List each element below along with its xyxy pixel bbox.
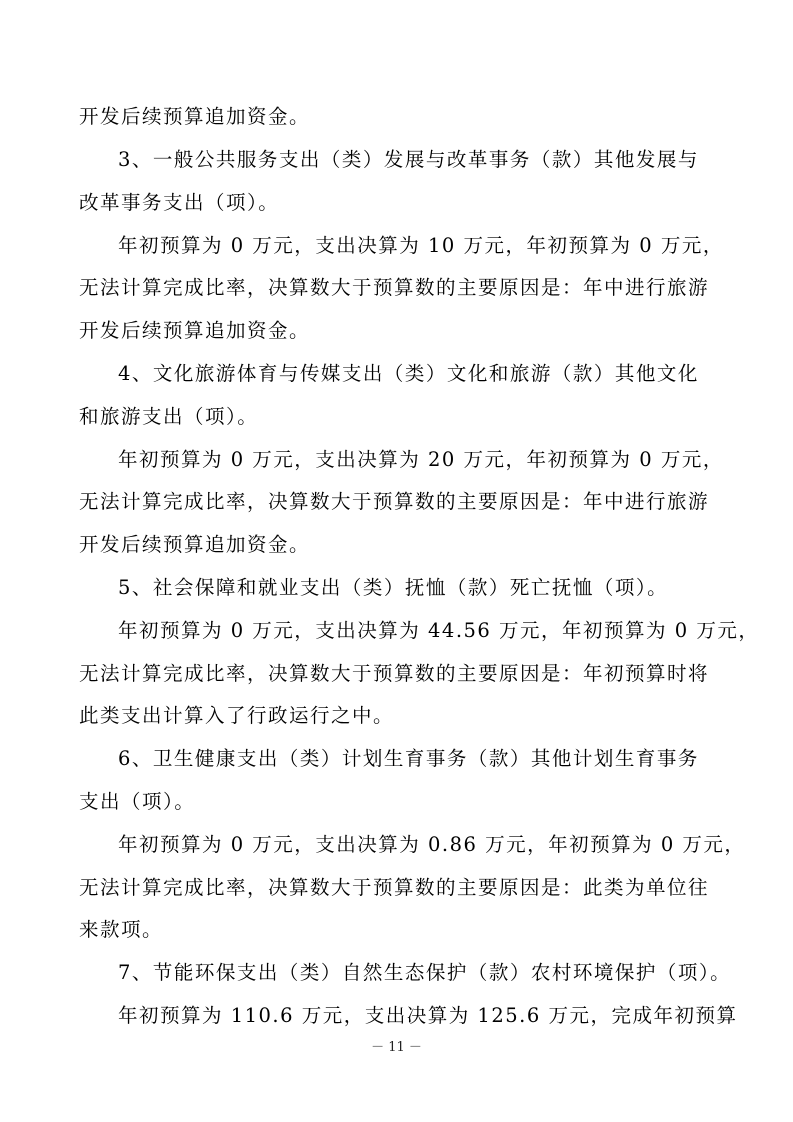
section-heading: 4、文化旅游体育与传媒支出（类）文化和旅游（款）其他文化 <box>118 362 699 385</box>
text-line: 无法计算完成比率，决算数大于预算数的主要原因是：年中进行旅游 <box>79 490 710 513</box>
text-line: 年初预算为 0 万元，支出决算为 10 万元，年初预算为 0 万元， <box>118 234 724 257</box>
text-line: 年初预算为 0 万元，支出决算为 0.86 万元，年初预算为 0 万元， <box>118 833 746 856</box>
text-line: 无法计算完成比率，决算数大于预算数的主要原因是：年初预算时将 <box>79 662 710 685</box>
page-number: － 11 － <box>371 1040 422 1055</box>
text-line: 无法计算完成比率，决算数大于预算数的主要原因是：此类为单位往 <box>79 876 710 899</box>
text-line: 和旅游支出（项）。 <box>79 405 259 428</box>
section-heading: 7、节能环保支出（类）自然生态保护（款）农村环境保护（项）。 <box>118 961 732 984</box>
text-line: 开发后续预算追加资金。 <box>79 105 311 128</box>
section-heading: 5、社会保障和就业支出（类）抚恤（款）死亡抚恤（项）。 <box>118 576 669 599</box>
text-line: 开发后续预算追加资金。 <box>79 319 311 342</box>
text-line: 来款项。 <box>79 918 164 941</box>
section-heading: 3、一般公共服务支出（类）发展与改革事务（款）其他发展与 <box>118 148 699 171</box>
section-heading: 6、卫生健康支出（类）计划生育事务（款）其他计划生育事务 <box>118 747 699 770</box>
text-line: 年初预算为 0 万元，支出决算为 44.56 万元，年初预算为 0 万元， <box>118 619 760 642</box>
text-line: 无法计算完成比率，决算数大于预算数的主要原因是：年中进行旅游 <box>79 276 710 299</box>
text-line: 年初预算为 110.6 万元，支出决算为 125.6 万元，完成年初预算 <box>118 1004 738 1027</box>
text-line: 改革事务支出（项）。 <box>79 191 280 214</box>
text-line: 开发后续预算追加资金。 <box>79 533 311 556</box>
text-line: 支出（项）。 <box>79 790 196 813</box>
text-line: 年初预算为 0 万元，支出决算为 20 万元，年初预算为 0 万元， <box>118 448 724 471</box>
text-line: 此类支出计算入了行政运行之中。 <box>79 704 395 727</box>
